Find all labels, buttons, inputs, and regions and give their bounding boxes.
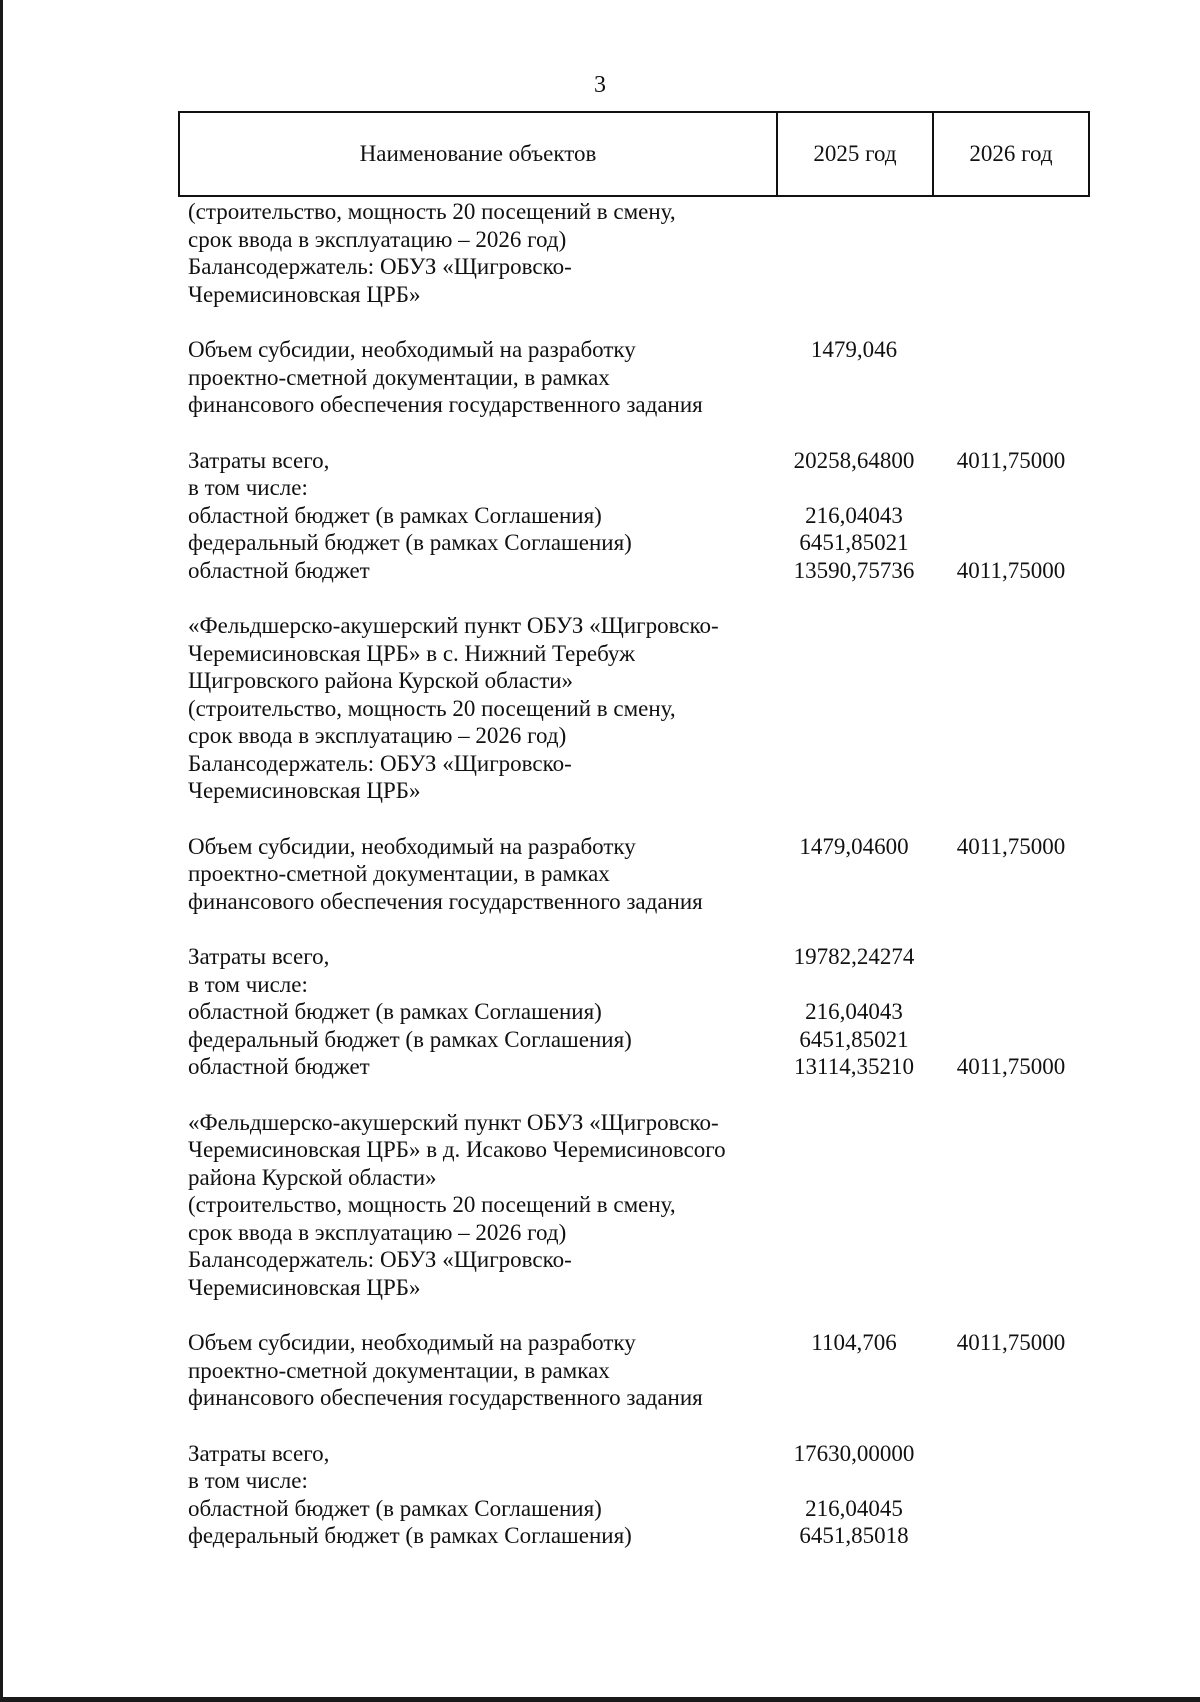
cell-2026 xyxy=(932,1109,1090,1137)
cell-2025: 1479,046 xyxy=(810,337,898,362)
cell-2026 xyxy=(932,502,1090,530)
cell-2026 xyxy=(932,667,1090,695)
cell-name: срок ввода в эксплуатацию – 2026 год) xyxy=(188,1219,567,1245)
cell-2025 xyxy=(776,226,932,254)
row-spacer xyxy=(188,419,1090,447)
cell-2025 xyxy=(776,750,932,778)
header-col-2025: 2025 год xyxy=(778,113,934,195)
cell-2026 xyxy=(932,860,1090,888)
table-row xyxy=(188,226,1090,254)
cell-name: областной бюджет (в рамках Соглашения) xyxy=(188,502,602,528)
cell-2026: 4011,75000 xyxy=(956,833,1066,859)
cell-2026 xyxy=(932,336,1090,364)
cell-2026 xyxy=(932,364,1090,392)
row-spacer xyxy=(188,805,1090,833)
cell-2025: 19782,24274 xyxy=(793,944,915,969)
table-row xyxy=(188,391,1090,419)
cell-2026: 4011,75000 xyxy=(956,1054,1066,1079)
table-row xyxy=(188,1274,1090,1302)
scan-border-left xyxy=(0,0,3,1702)
table-row xyxy=(188,971,1090,999)
cell-2026 xyxy=(932,1026,1090,1054)
header-col-name: Наименование объектов xyxy=(180,113,778,195)
cell-2026 xyxy=(932,1219,1090,1247)
cell-2025: 216,04043 xyxy=(805,999,903,1024)
header-col-2026: 2026 год xyxy=(969,141,1053,166)
table-row xyxy=(188,1246,1090,1274)
cell-name: (строительство, мощность 20 посещений в смену, xyxy=(188,199,676,224)
table-row xyxy=(188,998,1090,1026)
cell-name: федеральный бюджет (в рамках Соглашения) xyxy=(188,530,632,555)
table-row xyxy=(188,336,1090,364)
cell-name: Черемисиновская ЦРБ» xyxy=(188,1274,421,1300)
cell-name: в том числе: xyxy=(188,971,308,997)
cell-name: Объем субсидии, необходимый на разработку xyxy=(188,1330,636,1355)
cell-2025 xyxy=(776,640,932,668)
table-row xyxy=(188,695,1090,723)
table-row xyxy=(188,1026,1090,1054)
cell-2026 xyxy=(932,695,1090,723)
cell-2025 xyxy=(776,1136,932,1164)
cell-name: проектно-сметной документации, в рамках xyxy=(188,1357,610,1383)
table-row xyxy=(188,1384,1090,1412)
table-row xyxy=(188,474,1090,502)
cell-2025 xyxy=(776,391,932,419)
cell-name: в том числе: xyxy=(188,1468,308,1493)
cell-2026 xyxy=(932,1522,1090,1550)
cell-name: Балансодержатель: ОБУЗ «Щигровско- xyxy=(188,1247,572,1272)
cell-2025 xyxy=(776,971,932,999)
table-row xyxy=(188,1357,1090,1385)
table-body xyxy=(188,198,1090,1550)
cell-name: «Фельдшерско-акушерский пункт ОБУЗ «Щигровско- xyxy=(188,1109,719,1135)
cell-name: финансового обеспечения государственного задания xyxy=(188,392,703,417)
cell-name: Черемисиновская ЦРБ» в д. Исаково Черемисиновсого xyxy=(188,1137,726,1162)
cell-2025 xyxy=(776,888,932,916)
cell-2026 xyxy=(932,391,1090,419)
cell-2026 xyxy=(932,777,1090,805)
table-row xyxy=(188,557,1090,585)
cell-2026 xyxy=(932,943,1090,971)
cell-2026 xyxy=(932,1246,1090,1274)
table-row xyxy=(188,281,1090,309)
row-spacer xyxy=(188,915,1090,943)
row-spacer xyxy=(188,1412,1090,1440)
cell-2026 xyxy=(932,529,1090,557)
table-row xyxy=(188,640,1090,668)
cell-name: областной бюджет xyxy=(188,557,370,583)
table-row xyxy=(188,198,1090,226)
cell-name: Черемисиновская ЦРБ» в с. Нижний Теребуж xyxy=(188,640,636,666)
cell-2026 xyxy=(932,750,1090,778)
cell-name: Балансодержатель: ОБУЗ «Щигровско- xyxy=(188,750,572,776)
cell-2025 xyxy=(776,1109,932,1137)
cell-2026 xyxy=(932,1467,1090,1495)
table-row xyxy=(188,529,1090,557)
table-row xyxy=(188,253,1090,281)
table-row xyxy=(188,833,1090,861)
cell-2026 xyxy=(932,198,1090,226)
table-row xyxy=(188,722,1090,750)
cell-name: проектно-сметной документации, в рамках xyxy=(188,861,610,886)
table-row xyxy=(188,667,1090,695)
cell-name: Щигровского района Курской области» xyxy=(188,668,574,693)
cell-name: срок ввода в эксплуатацию – 2026 год) xyxy=(188,226,567,252)
cell-2026 xyxy=(932,1191,1090,1219)
row-spacer xyxy=(188,1081,1090,1109)
page-number: 3 xyxy=(594,72,606,98)
cell-2026 xyxy=(932,281,1090,309)
cell-name: (строительство, мощность 20 посещений в смену, xyxy=(188,1192,676,1217)
table-row xyxy=(188,1136,1090,1164)
cell-2025: 216,04043 xyxy=(805,502,903,528)
cell-2026 xyxy=(932,474,1090,502)
table-row xyxy=(188,364,1090,392)
cell-name: проектно-сметной документации, в рамках xyxy=(188,364,610,390)
cell-2026 xyxy=(932,722,1090,750)
cell-2025 xyxy=(776,777,932,805)
cell-name: «Фельдшерско-акушерский пункт ОБУЗ «Щигровско- xyxy=(188,613,719,638)
cell-name: Объем субсидии, необходимый на разработку xyxy=(188,337,636,362)
table-header xyxy=(178,111,1090,197)
cell-2026 xyxy=(932,1136,1090,1164)
cell-2025: 216,04045 xyxy=(805,1495,903,1521)
cell-2025 xyxy=(776,474,932,502)
cell-2026 xyxy=(932,640,1090,668)
cell-2025 xyxy=(776,1246,932,1274)
cell-2026 xyxy=(932,1164,1090,1192)
row-spacer xyxy=(188,308,1090,336)
cell-2026 xyxy=(932,226,1090,254)
cell-name: областной бюджет xyxy=(188,1054,370,1079)
cell-2025 xyxy=(776,198,932,226)
table-row xyxy=(188,943,1090,971)
cell-2025 xyxy=(776,1357,932,1385)
cell-2026: 4011,75000 xyxy=(956,557,1066,583)
cell-2025 xyxy=(776,1274,932,1302)
table-row xyxy=(188,612,1090,640)
cell-2025: 20258,64800 xyxy=(793,447,915,473)
table-row xyxy=(188,1191,1090,1219)
cell-2025 xyxy=(776,1467,932,1495)
cell-name: района Курской области» xyxy=(188,1164,437,1190)
cell-2025: 1104,706 xyxy=(811,1330,897,1355)
cell-2026 xyxy=(932,998,1090,1026)
cell-name: Затраты всего, xyxy=(188,1440,330,1466)
cell-name: Объем субсидии, необходимый на разработку xyxy=(188,833,636,859)
table-row xyxy=(188,1522,1090,1550)
cell-2026 xyxy=(932,253,1090,281)
table-row xyxy=(188,1495,1090,1523)
cell-2025 xyxy=(776,1384,932,1412)
cell-2025 xyxy=(776,695,932,723)
row-spacer xyxy=(188,1301,1090,1329)
cell-name: срок ввода в эксплуатацию – 2026 год) xyxy=(188,723,567,748)
cell-name: Черемисиновская ЦРБ» xyxy=(188,281,421,307)
cell-2026 xyxy=(932,612,1090,640)
cell-2025 xyxy=(776,860,932,888)
cell-2026: 4011,75000 xyxy=(956,447,1066,473)
cell-name: в том числе: xyxy=(188,475,308,500)
cell-name: финансового обеспечения государственного задания xyxy=(188,1385,703,1410)
cell-2026 xyxy=(932,1495,1090,1523)
cell-name: федеральный бюджет (в рамках Соглашения) xyxy=(188,1026,632,1052)
cell-name: Затраты всего, xyxy=(188,944,330,969)
table-row xyxy=(188,1109,1090,1137)
cell-2026 xyxy=(932,1274,1090,1302)
cell-2026 xyxy=(932,1440,1090,1468)
cell-2025: 6451,85021 xyxy=(799,530,909,555)
cell-name: Затраты всего, xyxy=(188,447,330,473)
cell-2025: 1479,04600 xyxy=(799,833,909,859)
table-row xyxy=(188,1329,1090,1357)
cell-2025: 17630,00000 xyxy=(793,1440,915,1466)
cell-2026 xyxy=(932,1384,1090,1412)
cell-2026 xyxy=(932,971,1090,999)
cell-2025 xyxy=(776,1191,932,1219)
cell-2025: 13590,75736 xyxy=(793,557,915,583)
table-row xyxy=(188,1053,1090,1081)
cell-2025: 6451,85021 xyxy=(799,1026,909,1052)
cell-2025 xyxy=(776,722,932,750)
cell-name: финансового обеспечения государственного задания xyxy=(188,888,703,914)
cell-name: Балансодержатель: ОБУЗ «Щигровско- xyxy=(188,254,572,279)
cell-name: федеральный бюджет (в рамках Соглашения) xyxy=(188,1523,632,1548)
cell-2025 xyxy=(776,1164,932,1192)
cell-2025 xyxy=(776,253,932,281)
cell-2026 xyxy=(932,888,1090,916)
cell-2025 xyxy=(776,1219,932,1247)
table-row xyxy=(188,1440,1090,1468)
table-row xyxy=(188,777,1090,805)
cell-name: (строительство, мощность 20 посещений в смену, xyxy=(188,695,676,721)
cell-name: областной бюджет (в рамках Соглашения) xyxy=(188,1495,602,1521)
cell-name: областной бюджет (в рамках Соглашения) xyxy=(188,999,602,1024)
cell-2025: 6451,85018 xyxy=(799,1523,909,1548)
table-row xyxy=(188,750,1090,778)
table-row xyxy=(188,502,1090,530)
table-row xyxy=(188,888,1090,916)
row-spacer xyxy=(188,584,1090,612)
cell-2025 xyxy=(776,612,932,640)
table-row xyxy=(188,447,1090,475)
cell-2025: 13114,35210 xyxy=(794,1054,914,1079)
table-row xyxy=(188,860,1090,888)
cell-2025 xyxy=(776,281,932,309)
cell-2025 xyxy=(776,667,932,695)
cell-2026: 4011,75000 xyxy=(956,1330,1066,1355)
table-row xyxy=(188,1164,1090,1192)
cell-name: Черемисиновская ЦРБ» xyxy=(188,778,421,803)
cell-2026 xyxy=(932,1357,1090,1385)
scan-border-bottom xyxy=(0,1697,1200,1702)
table-row xyxy=(188,1467,1090,1495)
cell-2025 xyxy=(776,364,932,392)
table-row xyxy=(188,1219,1090,1247)
